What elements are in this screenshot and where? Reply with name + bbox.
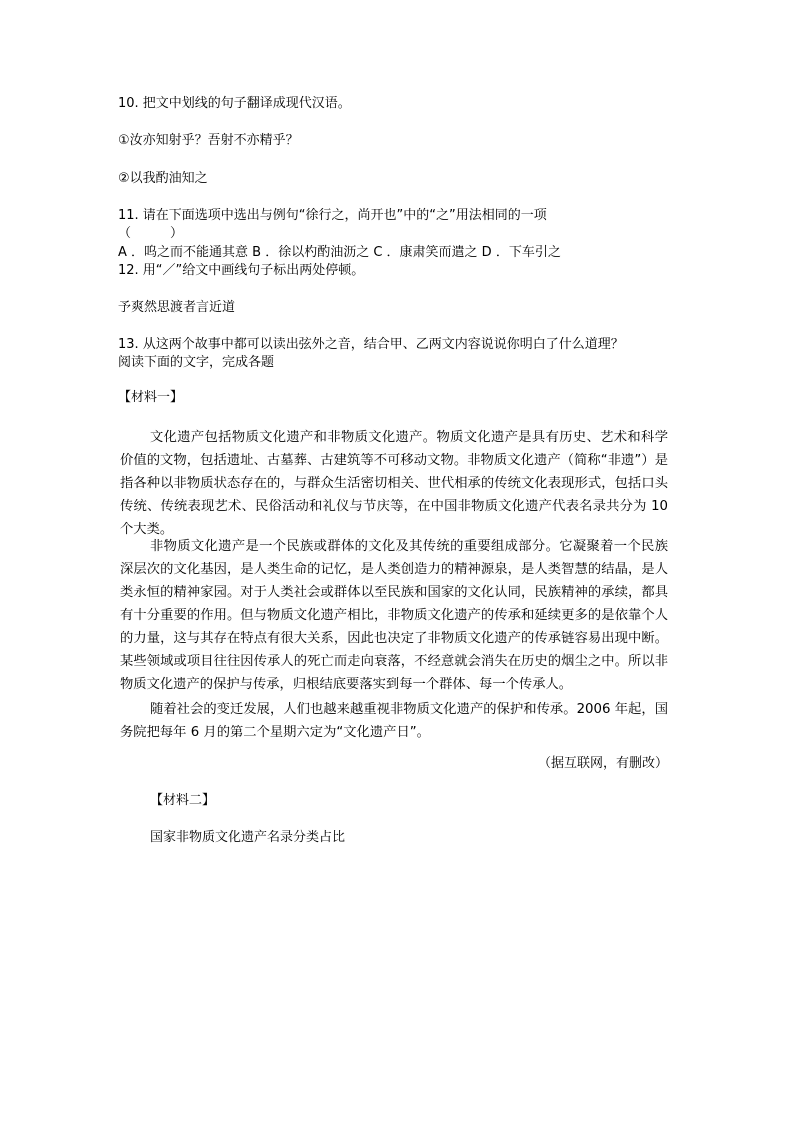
question-10-item-1: ①汝亦知射乎？吾射不亦精乎？ [118, 133, 299, 148]
material-1-paragraph-2: 非物质文化遗产是一个民族或群体的文化及其传统的重要组成部分。它凝聚着一个民族深层次的文化基因，是人类生命的记忆，是人类创造力的精神源泉，是人类智慧的结晶，是人类永恒的精神家园。对于人类社会或群体以至民族和国家的文化认同，民族精神的承续，都具有十分重要的作用。但与物质文化遗产相比，非物质文化遗产的传承和延续更多的是依靠个人的力量，这与其存在特点有很大关系，因此也决定了非物质文化遗产的传承链容易出现中断。某些领域或项目往往因传承人的死亡而走向衰落，不经意就会消失在历史的烟尘之中。所以非物质文化遗产的保护与传承，归根结底要落实到每一个群体、每一个传承人。 [120, 539, 668, 692]
material-1-heading: 【材料一】 [118, 390, 184, 405]
question-12-sentence: 予爽然思渡者言近道 [118, 300, 236, 315]
question-10-prompt: 10. 把文中划线的句子翻译成现代汉语。 [118, 96, 351, 111]
question-10-item-2: ②以我酌油知之 [118, 171, 208, 186]
material-1-paragraph-3: 随着社会的变迁发展，人们也越来越重视非物质文化遗产的保护和传承。2006 年起，国务院把每年 6 月的第二个星期六定为“文化遗产日”。 [120, 702, 668, 740]
material-2-heading: 【材料二】 [150, 793, 216, 808]
question-12-prompt: 12. 用“／”给文中画线句子标出两处停顿。 [118, 263, 365, 278]
reading-instruction: 阅读下面的文字，完成各题 [118, 355, 275, 370]
material-1-source: （据互联网，有删改） [537, 756, 668, 771]
question-11-prompt: 11. 请在下面选项中选出与例句“徐行之，尚开也”中的“之”用法相同的一项 [118, 208, 547, 223]
question-13-prompt: 13. 从这两个故事中都可以读出弦外之音，结合甲、乙两文内容说说你明白了什么道理？ [118, 337, 624, 352]
material-1-paragraph-1: 文化遗产包括物质文化遗产和非物质文化遗产。物质文化遗产是具有历史、艺术和科学价值的文物，包括遗址、古墓葬、古建筑等不可移动文物。非物质文化遗产（简称“非遗”）是指各种以非物质状态存在的，与群众生活密切相关、世代相承的传统文化表现形式，包括口头传统、传统表现艺术、民俗活动和礼仪与节庆等，在中国非物质文化遗产代表名录共分为 10 个大类。 [120, 430, 668, 537]
question-11-options: A ．呜之而不能通其意 B ．徐以杓酌油沥之 C ．康肃笑而遣之 D ．下车引之 [118, 245, 561, 260]
question-11-answer-blank: （ ） [118, 226, 184, 241]
material-2-chart-title: 国家非物质文化遗产名录分类占比 [150, 830, 346, 845]
